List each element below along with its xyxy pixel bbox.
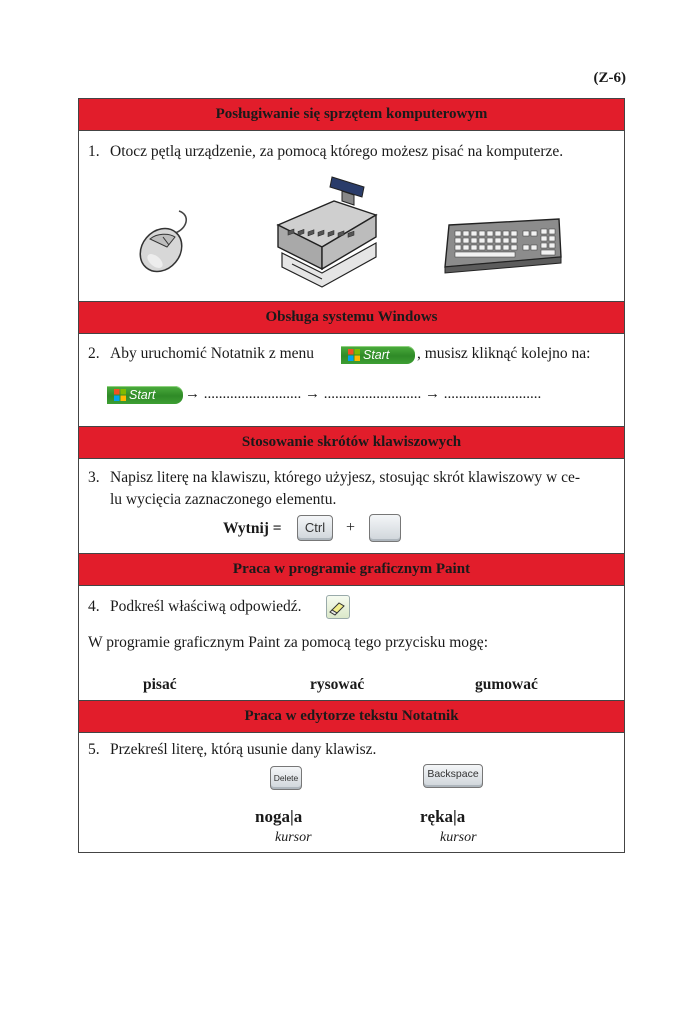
delete-key[interactable]: Delete: [270, 766, 302, 790]
start-button[interactable]: [341, 346, 415, 369]
ctrl-key[interactable]: Ctrl: [297, 515, 333, 541]
arrow: →: [185, 386, 200, 402]
windows-logo-icon: [348, 349, 360, 361]
task-5-text: [88, 739, 376, 761]
task-question: W programie graficznym Paint za pomocą tego przycisku mogę:: [88, 634, 488, 651]
start-label: Start: [363, 348, 390, 362]
task-4: [79, 586, 624, 701]
task-2-text: [88, 343, 314, 365]
task-instruction: Napisz literę na klawiszu, którego użyjesz, stosując skrót klawiszowy w ce-: [110, 469, 581, 486]
task-instruction: Podkreśl właściwą odpowiedź.: [110, 598, 302, 615]
section-header: Praca w edytorze tekstu Notatnik: [79, 701, 624, 733]
section-header: Praca w programie graficznym Paint: [79, 554, 624, 586]
task-2: [79, 334, 624, 427]
task-4-text: [88, 596, 302, 618]
cash-register-icon[interactable]: [272, 171, 382, 296]
windows-logo-icon: [114, 389, 126, 401]
task-5: [79, 733, 624, 852]
word-noga[interactable]: noga|a: [255, 807, 303, 826]
answer-option[interactable]: rysować: [310, 676, 365, 693]
start-button[interactable]: [107, 386, 183, 409]
task-instruction-end: , musisz kliknąć kolejno na:: [417, 345, 591, 362]
blank-key[interactable]: [369, 514, 401, 542]
answer-blank[interactable]: ..........................: [443, 386, 542, 402]
task-number: 5.: [88, 741, 100, 758]
task-1: [79, 131, 624, 302]
answer-option[interactable]: pisać: [143, 676, 177, 693]
eraser-tool-button[interactable]: [326, 595, 350, 619]
task-number: 2.: [88, 345, 100, 362]
backspace-label: Backspace: [427, 768, 479, 780]
task-number: 1.: [88, 143, 100, 160]
arrow: →: [425, 386, 440, 402]
task-3-text: [88, 467, 618, 511]
task-3: [79, 459, 624, 554]
answer-blank[interactable]: ..........................: [323, 386, 422, 402]
task-instruction-cont: lu wycięcia zaznaczonego elementu.: [110, 491, 337, 508]
task-instruction: Aby uruchomić Notatnik z menu: [110, 345, 315, 362]
plus-sign: +: [346, 519, 356, 536]
word-reka[interactable]: ręka|a: [420, 807, 466, 826]
backspace-key[interactable]: [423, 764, 483, 788]
mouse-icon[interactable]: [131, 203, 201, 273]
task-number: 4.: [88, 598, 100, 615]
section-header: Stosowanie skrótów klawiszowych: [79, 427, 624, 459]
page-code: (Z-6): [593, 70, 626, 86]
formula-label: Wytnij =: [223, 520, 282, 537]
eraser-icon: [327, 596, 349, 618]
task-instruction: Otocz pętlą urządzenie, za pomocą którego możesz pisać na komputerze.: [110, 143, 564, 160]
cursor-label: kursor: [440, 830, 477, 845]
task-instruction: Przekreśl literę, którą usunie dany klawisz.: [110, 741, 377, 758]
answer-chain: [185, 383, 541, 405]
section-header: Obsługa systemu Windows: [79, 302, 624, 334]
cursor-label: kursor: [275, 830, 312, 845]
arrow: →: [305, 386, 320, 402]
task-1-text: [88, 141, 563, 163]
answer-option[interactable]: gumować: [475, 676, 538, 693]
task-number: 3.: [88, 469, 100, 486]
worksheet: [78, 98, 625, 853]
section-header: Posługiwanie się sprzętem komputerowym: [79, 99, 624, 131]
keyboard-icon[interactable]: [435, 209, 565, 279]
start-label: Start: [129, 388, 156, 402]
answer-blank[interactable]: ..........................: [203, 386, 302, 402]
